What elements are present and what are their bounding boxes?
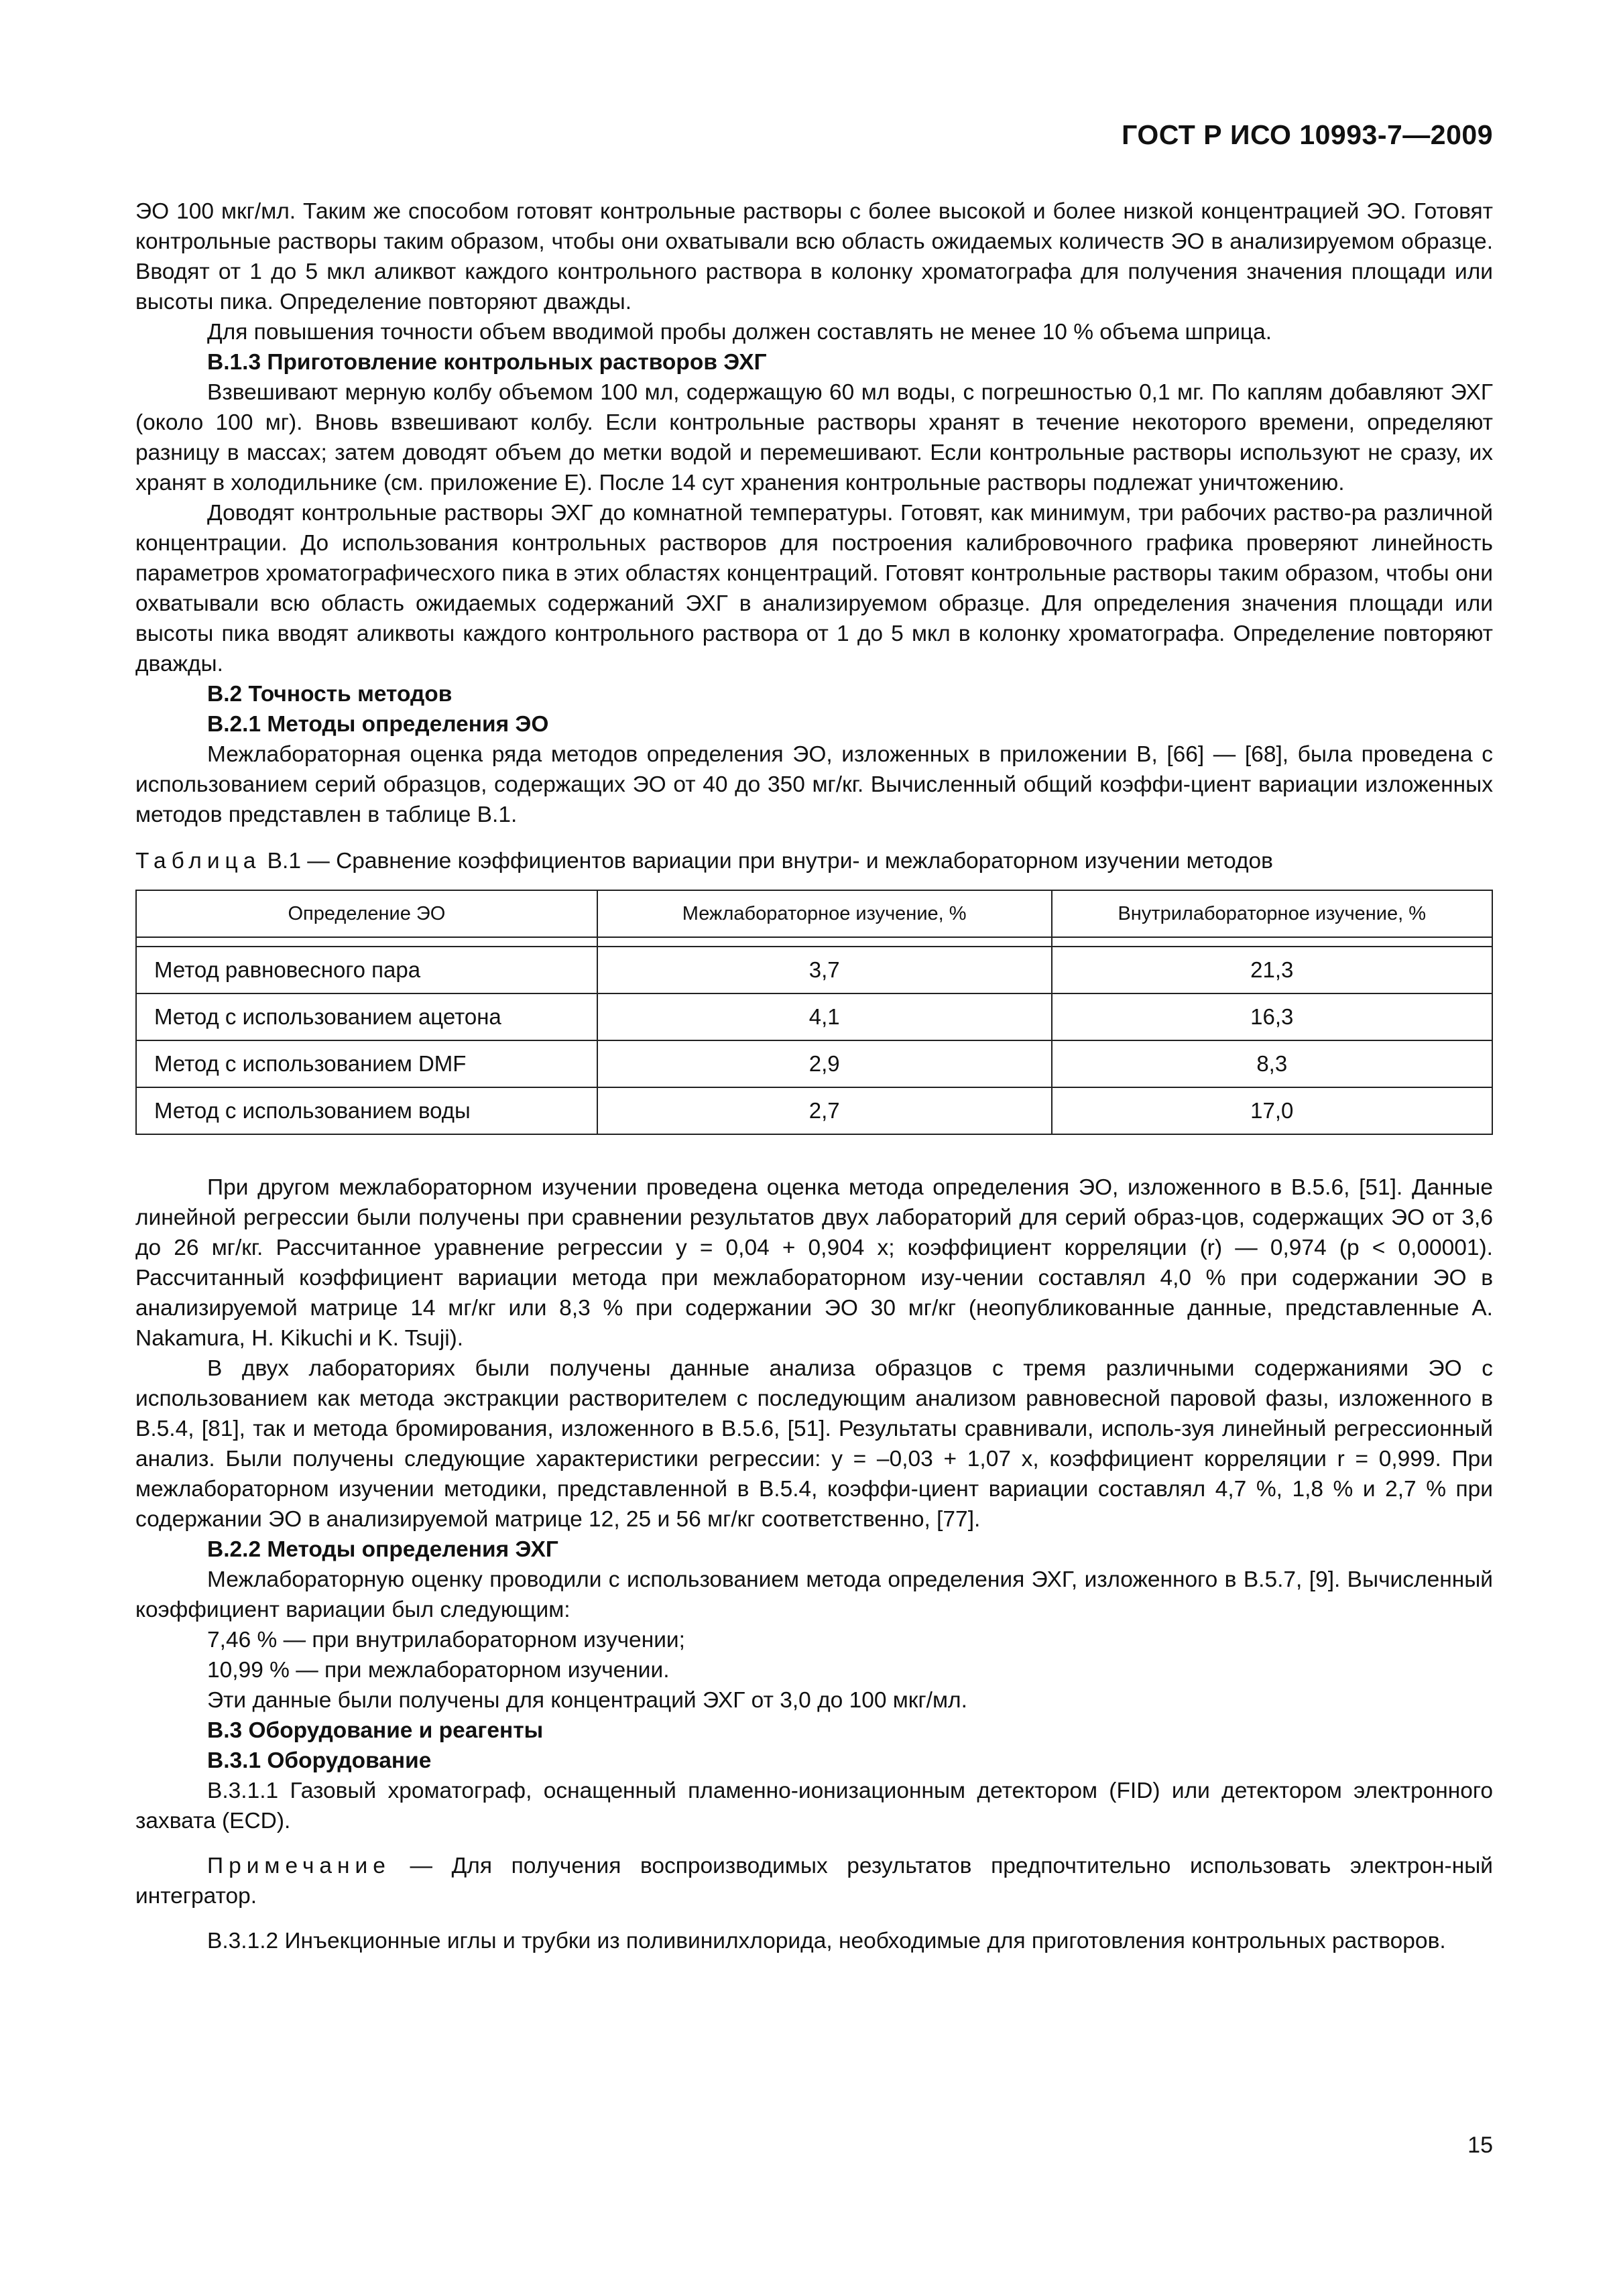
table-cell-inter: 3,7 [597, 947, 1052, 993]
table-spacer-row [136, 937, 1492, 947]
paragraph: ЭО 100 мкг/мл. Таким же способом готовят контрольные растворы с более высокой и более низкой концентрацией ЭО. Готовят контрольные растворы таким образом, чтобы они охватывали всю область ожидаемых количеств ЭО в анализируемом образце. Вводят от 1 до 5 мкл аликвот каждого контрольного раствора в колонку хроматографа для получения значения площади или высоты пика. Определение повторяют дважды. [135, 199, 1493, 314]
paragraph: Межлабораторную оценку проводили с использованием метода определения ЭХГ, изложенного в В.5.7, [9]. Вычисленный коэффициент вариации был следующим: [135, 1567, 1493, 1622]
note-text: — Для получения воспроизводимых результатов предпочтительно использовать электрон-ный интегратор. [135, 1854, 1493, 1909]
table-header-cell: Внутрилабораторное изучение, % [1052, 890, 1492, 937]
table-cell-method: Метод с использованием воды [136, 1087, 597, 1134]
note-label: Примечание [207, 1854, 391, 1878]
coefficient-table [135, 890, 1493, 1135]
document-body [135, 196, 1493, 1956]
paragraph: Доводят контрольные растворы ЭХГ до комнатной температуры. Готовят, как минимум, три рабочих раство-ра различной концентрации. До использования контрольных растворов для построения калибровочного графика проверяют линейность параметров хроматографичесхого пика в этих областях концентраций. Готовят контрольные растворы таким образом, чтобы они охватывали всю область ожидаемых содержаний ЭХГ в анализируемом образце. Для определения значения площади или высоты пика вводят аликвоты каждого контрольного раствора от 1 до 5 мкл в колонку хроматографа. Определение повторяют дважды. [135, 501, 1493, 676]
table-cell-method: Метод с использованием DMF [136, 1040, 597, 1087]
paragraph: Взвешивают мерную колбу объемом 100 мл, содержащую 60 мл воды, с погрешностью 0,1 мг. По каплям добавляют ЭХГ (около 100 мг). Вновь взвешивают колбу. Если контрольные растворы хранят в течение некоторого времени, определяют разницу в массах; затем доводят объем до метки водой и перемешивают. Если контрольные растворы используют не сразу, их хранят в холодильнике (см. приложение Е). После 14 сут хранения контрольные растворы подлежат уничтожению. [135, 380, 1493, 495]
section-heading: В.3.1 Оборудование [207, 1748, 432, 1773]
table-row [136, 1087, 1492, 1134]
section-heading: В.2.2 Методы определения ЭХГ [207, 1537, 558, 1562]
table-row [136, 1040, 1492, 1087]
paragraph: В двух лабораториях были получены данные анализа образцов с тремя различными содержаниями ЭО с использованием как метода экстракции растворителем с последующим анализом равновесной паровой фазы, изложенного в В.5.4, [81], так и метода бромирования, изложенного в В.5.6, [51]. Результаты сравнивали, исполь-зуя линейный регрессионный анализ. Были получены следующие характеристики регрессии: y = –0,03 + 1,07 x, коэффициент корреляции r = 0,999. При межлабораторном изучении методики, представленной в В.5.4, коэффи-циент вариации составлял 4,7 %, 1,8 % и 2,7 % при содержании ЭО в анализируемой матрице 12, 25 и 56 мг/кг соответственно, [77]. [135, 1356, 1493, 1532]
table-caption-text: В.1 — Сравнение коэффициентов вариации при внутри- и межлабораторном изучении методов [261, 849, 1273, 873]
list-item: 10,99 % — при межлабораторном изучении. [207, 1658, 670, 1683]
paragraph: В.3.1.1 Газовый хроматограф, оснащенный пламенно-ионизационным детектором (FID) или детектором электронного захвата (ECD). [135, 1778, 1493, 1833]
paragraph: В.3.1.2 Инъекционные иглы и трубки из поливинилхлорида, необходимые для приготовления контрольных растворов. [207, 1929, 1446, 1953]
table-row [136, 947, 1492, 993]
section-heading: В.1.3 Приготовление контрольных растворов ЭХГ [207, 350, 767, 375]
note [135, 1851, 1493, 1911]
list-item: 7,46 % — при внутрилабораторном изучении; [207, 1628, 685, 1652]
table-cell-intra: 8,3 [1052, 1040, 1492, 1087]
table-row [136, 993, 1492, 1040]
table-cell-intra: 17,0 [1052, 1087, 1492, 1134]
table-cell-inter: 4,1 [597, 993, 1052, 1040]
table-caption-label: Таблица [135, 849, 261, 873]
paragraph: При другом межлабораторном изучении проведена оценка метода определения ЭО, изложенного в В.5.6, [51]. Данные линейной регрессии были получены при сравнении результатов двух лабораторий для серий образ-цов, содержащих ЭО от 3,6 до 26 мг/кг. Рассчитанное уравнение регрессии y = 0,04 + 0,904 x; коэффициент корреляции (r) — 0,974 (p < 0,00001). Рассчитанный коэффициент вариации метода при межлабораторном изу-чении составлял 4,0 % при содержании ЭО в анализируемой матрице 14 мг/кг или 8,3 % при содержании ЭО 30 мг/кг (неопубликованные данные, представленные А. Nakamura, Н. Kikuchi и K. Tsuji). [135, 1175, 1493, 1351]
table-cell-intra: 16,3 [1052, 993, 1492, 1040]
table-cell-inter: 2,7 [597, 1087, 1052, 1134]
paragraph: Для повышения точности объем вводимой пробы должен составлять не менее 10 % объема шприца. [207, 320, 1272, 345]
page-number: 15 [1467, 2132, 1493, 2158]
section-heading: В.2.1 Методы определения ЭО [207, 712, 549, 737]
table-cell-intra: 21,3 [1052, 947, 1492, 993]
table-header-row [136, 890, 1492, 937]
table-header-cell: Межлабораторное изучение, % [597, 890, 1052, 937]
table-cell-method: Метод равновесного пара [136, 947, 597, 993]
section-heading: В.3 Оборудование и реагенты [207, 1718, 544, 1743]
paragraph: Эти данные были получены для концентраций ЭХГ от 3,0 до 100 мкг/мл. [207, 1688, 967, 1713]
standard-header: ГОСТ Р ИСО 10993-7—2009 [1122, 119, 1493, 150]
section-heading: В.2 Точность методов [207, 682, 453, 707]
table-cell-inter: 2,9 [597, 1040, 1052, 1087]
table-header-cell: Определение ЭО [136, 890, 597, 937]
paragraph: Межлабораторная оценка ряда методов определения ЭО, изложенных в приложении В, [66] — [68], была проведена с использованием серий образцов, содержащих ЭО от 40 до 350 мг/кг. Вычисленный общий коэффи-циент вариации изложенных методов представлен в таблице В.1. [135, 742, 1493, 827]
table-caption [135, 846, 1493, 876]
table-cell-method: Метод с использованием ацетона [136, 993, 597, 1040]
